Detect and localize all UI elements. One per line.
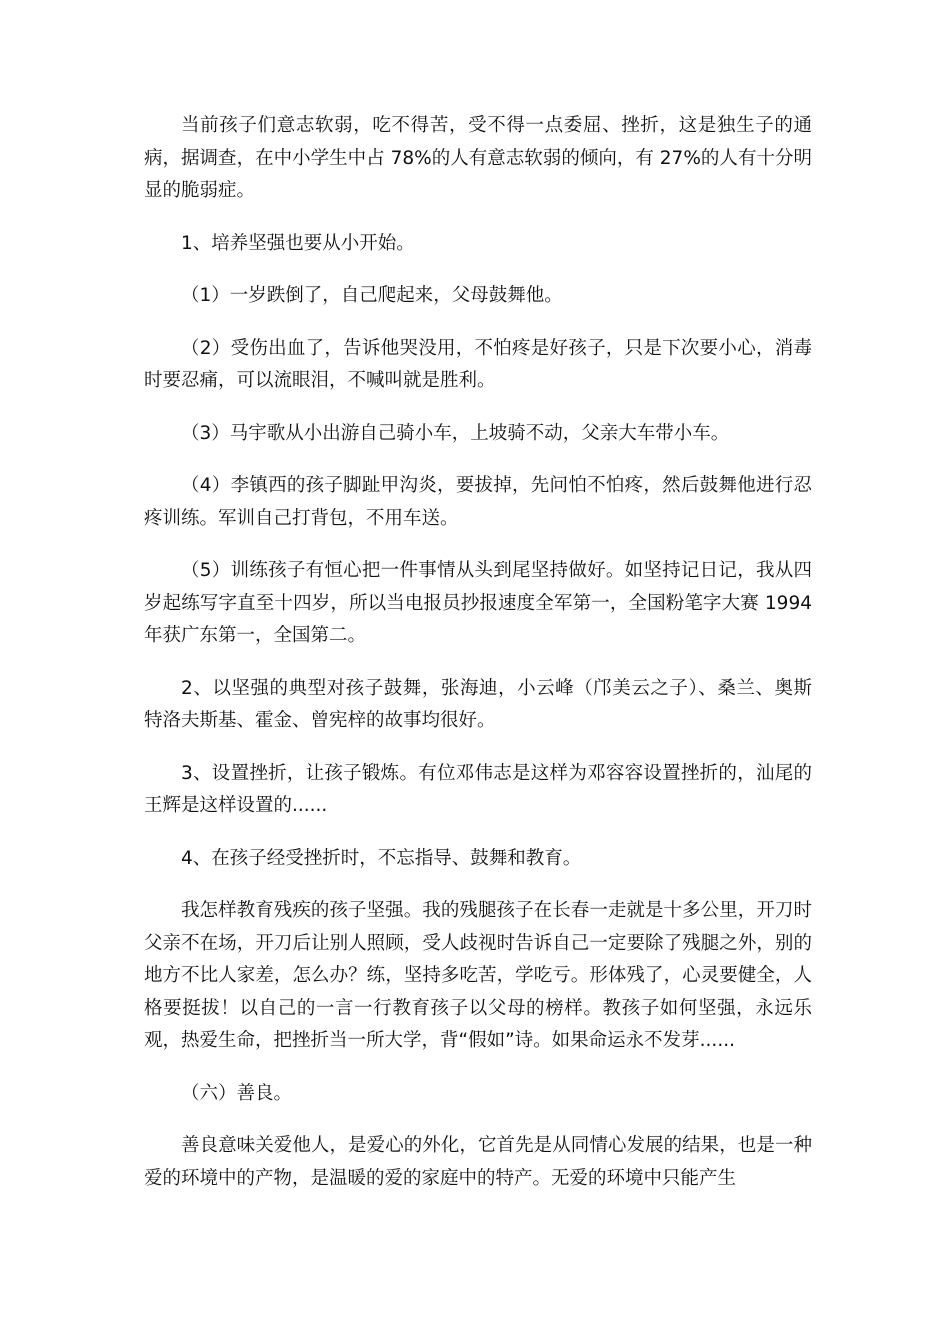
point-1-heading: 1、培养坚强也要从小开始。: [181, 232, 415, 254]
sub-item-5: （5）训练孩子有恒心把一件事情从头到尾坚持做好。如坚持记日记，我从四岁起练写字直至十四岁，所以当电报员抄报速度全军第一，全国粉笔字大赛 1994 年获广东第一，全国第二。: [144, 560, 812, 646]
sub-item-3: （3）马宇歌从小出游自己骑小车，上坡骑不动，父亲大车带小车。: [181, 422, 730, 444]
point-2: 2、以坚强的典型对孩子鼓舞，张海迪，小云峰（邝美云之子）、桑兰、奥斯特洛夫斯基、霍金、曾宪梓的故事均很好。: [144, 677, 812, 731]
sub-item-1: （1）一岁跌倒了，自己爬起来，父母鼓舞他。: [181, 285, 563, 306]
point-3: 3、设置挫折，让孩子锻炼。有位邓伟志是这样为邓容容设置挫折的，汕尾的王辉是这样设置的......: [144, 762, 812, 816]
kindness-paragraph: 善良意味关爱他人，是爱心的外化，它首先是从同情心发展的结果，也是一种爱的环境中的产物，是温暖的爱的家庭中的特产。无爱的环境中只能产生: [144, 1135, 812, 1189]
document-body: [144, 110, 812, 1215]
disabled-child-paragraph: 我怎样教育残疾的孩子坚强。我的残腿孩子在长春一走就是十多公里，开刀时父亲不在场，开刀后让别人照顾，受人歧视时告诉自己一定要除了残腿之外，别的地方不比人家差，怎么办？练，坚持多吃苦，学吃亏。形体残了，心灵要健全，人格要挺拔！以自己的一言一行教育孩子以父母的榜样。教孩子如何坚强，永远乐观，热爱生命，把挫折当一所大学，背“假如”诗。如果命运永不发芽......: [144, 900, 812, 1051]
sub-item-4: （4）李镇西的孩子脚趾甲沟炎，要拔掉，先问怕不怕疼，然后鼓舞他进行忍疼训练。军训自己打背包，不用车送。: [144, 475, 812, 529]
section-6-heading: （六）善良。: [181, 1082, 293, 1104]
point-4: 4、在孩子经受挫折时，不忘指导、鼓舞和教育。: [181, 847, 582, 869]
sub-item-2: （2）受伤出血了，告诉他哭没用，不怕疼是好孩子，只是下次要小心，消毒时要忍痛，可以流眼泪，不喊叫就是胜利。: [144, 337, 812, 391]
intro-paragraph: 当前孩子们意志软弱，吃不得苦，受不得一点委屈、挫折，这是独生子的通病，据调查，在中小学生中占 78%的人有意志软弱的倾向，有 27%的人有十分明显的脆弱症。: [144, 115, 812, 201]
